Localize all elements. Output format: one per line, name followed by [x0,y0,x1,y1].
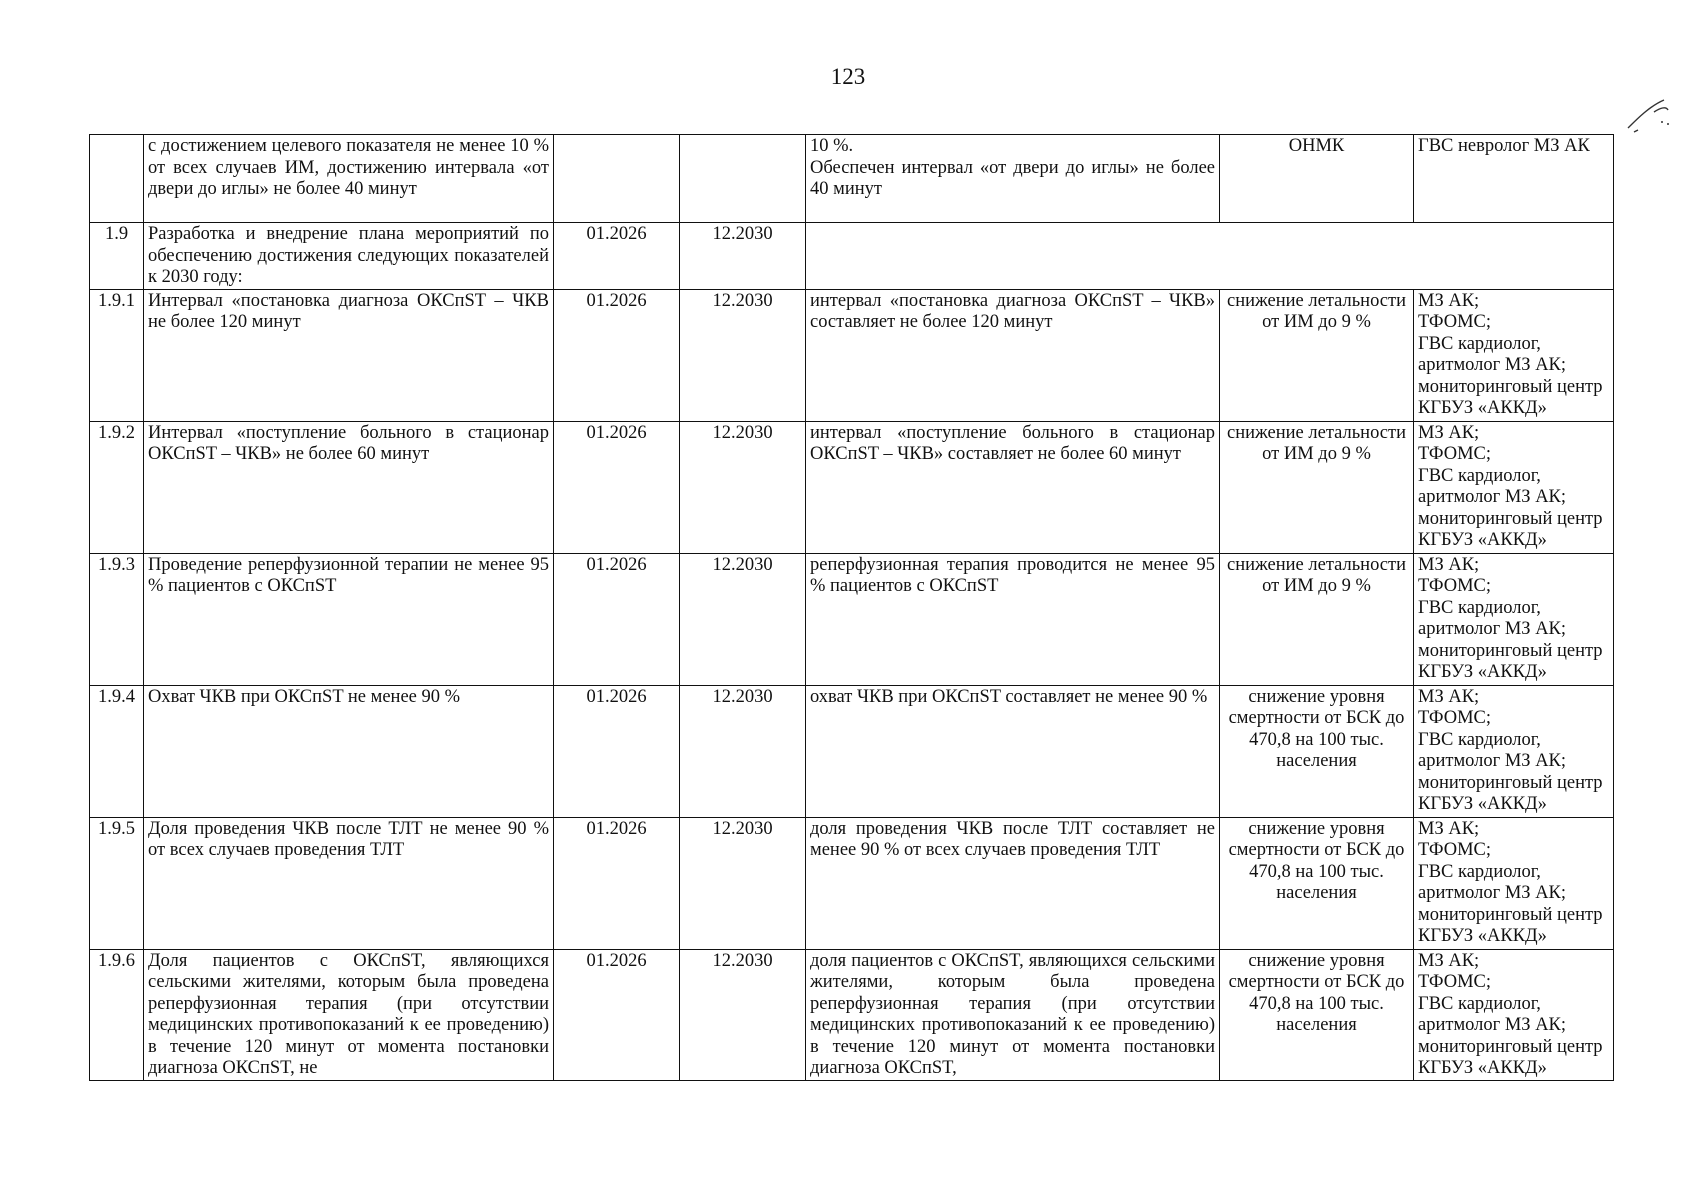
table-row [90,289,1614,421]
activity-cell: Интервал «поступление больного в стационар ОКСпST – ЧКВ» не более 60 минут [144,421,554,553]
indicator-cell: снижение уровня смертности от БСК до 470,8 на 100 тыс. населения [1220,817,1414,949]
responsible-cell: ГВС невролог МЗ АК [1414,135,1614,223]
end-date-cell: 12.2030 [680,289,806,421]
end-date-cell: 12.2030 [680,817,806,949]
result-cell: 10 %. Обеспечен интервал «от двери до иглы» не более 40 минут [806,135,1220,223]
start-date-cell: 01.2026 [554,421,680,553]
responsible-cell: МЗ АК; ТФОМС; ГВС кардиолог, аритмолог МЗ АК; мониторинговый центр КГБУЗ «АККД» [1414,685,1614,817]
table-row [90,685,1614,817]
plan-table-wrapper [89,134,1614,1081]
start-date-cell: 01.2026 [554,553,680,685]
start-date-cell [554,135,680,223]
start-date-cell: 01.2026 [554,685,680,817]
row-number: 1.9.4 [90,685,144,817]
row-number: 1.9.5 [90,817,144,949]
row-number: 1.9.1 [90,289,144,421]
start-date-cell: 01.2026 [554,289,680,421]
result-cell: доля пациентов с ОКСпST, являющихся сельскими жителями, которым была проведена реперфузионная терапия (при отсутствии медицинских противопоказаний к ее проведению) в течение 120 минут от момента постановки диагноза ОКСпST, [806,949,1220,1080]
plan-table [89,134,1614,1081]
activity-cell: Охват ЧКВ при ОКСпST не менее 90 % [144,685,554,817]
row-number: 1.9 [90,223,144,290]
activity-cell: Разработка и внедрение плана мероприятий по обеспечению достижения следующих показателей к 2030 году: [144,223,554,290]
start-date-cell: 01.2026 [554,223,680,290]
table-row [90,421,1614,553]
result-cell: охват ЧКВ при ОКСпST составляет не менее 90 % [806,685,1220,817]
end-date-cell: 12.2030 [680,949,806,1080]
merged-empty-cell [806,223,1614,290]
result-cell: интервал «постановка диагноза ОКСпST – ЧКВ» составляет не более 120 минут [806,289,1220,421]
table-row [90,135,1614,223]
table-row [90,553,1614,685]
indicator-cell: снижение летальности от ИМ до 9 % [1220,553,1414,685]
page-number: 123 [830,64,866,89]
end-date-cell [680,135,806,223]
table-row [90,223,1614,290]
start-date-cell: 01.2026 [554,817,680,949]
row-number: 1.9.3 [90,553,144,685]
indicator-cell: снижение уровня смертности от БСК до 470,8 на 100 тыс. населения [1220,685,1414,817]
activity-cell: Доля проведения ЧКВ после ТЛТ не менее 90 % от всех случаев проведения ТЛТ [144,817,554,949]
table-row [90,949,1614,1080]
result-cell: реперфузионная терапия проводится не менее 95 % пациентов с ОКСпST [806,553,1220,685]
activity-cell: с достижением целевого показателя не менее 10 % от всех случаев ИМ, достижению интервала «от двери до иглы» не более 40 минут [144,135,554,223]
activity-cell: Доля пациентов с ОКСпST, являющихся сельскими жителями, которым была проведена реперфузионная терапия (при отсутствии медицинских противопоказаний к ее проведению) в течение 120 минут от момента постановки диагноза ОКСпST, не [144,949,554,1080]
end-date-cell: 12.2030 [680,553,806,685]
responsible-cell: МЗ АК; ТФОМС; ГВС кардиолог, аритмолог МЗ АК; мониторинговый центр КГБУЗ «АККД» [1414,289,1614,421]
result-cell: доля проведения ЧКВ после ТЛТ составляет не менее 90 % от всех случаев проведения ТЛТ [806,817,1220,949]
end-date-cell: 12.2030 [680,223,806,290]
indicator-cell: ОНМК [1220,135,1414,223]
result-cell: интервал «поступление больного в стационар ОКСпST – ЧКВ» составляет не более 60 минут [806,421,1220,553]
row-number: 1.9.2 [90,421,144,553]
row-number [90,135,144,223]
end-date-cell: 12.2030 [680,685,806,817]
activity-cell: Проведение реперфузионной терапии не менее 95 % пациентов с ОКСпST [144,553,554,685]
indicator-cell: снижение летальности от ИМ до 9 % [1220,289,1414,421]
responsible-cell: МЗ АК; ТФОМС; ГВС кардиолог, аритмолог МЗ АК; мониторинговый центр КГБУЗ «АККД» [1414,421,1614,553]
responsible-cell: МЗ АК; ТФОМС; ГВС кардиолог, аритмолог МЗ АК; мониторинговый центр КГБУЗ «АККД» [1414,949,1614,1080]
row-number: 1.9.6 [90,949,144,1080]
responsible-cell: МЗ АК; ТФОМС; ГВС кардиолог, аритмолог МЗ АК; мониторинговый центр КГБУЗ «АККД» [1414,817,1614,949]
indicator-cell: снижение летальности от ИМ до 9 % [1220,421,1414,553]
indicator-cell: снижение уровня смертности от БСК до 470,8 на 100 тыс. населения [1220,949,1414,1080]
responsible-cell: МЗ АК; ТФОМС; ГВС кардиолог, аритмолог МЗ АК; мониторинговый центр КГБУЗ «АККД» [1414,553,1614,685]
table-row [90,817,1614,949]
activity-cell: Интервал «постановка диагноза ОКСпST – ЧКВ не более 120 минут [144,289,554,421]
end-date-cell: 12.2030 [680,421,806,553]
start-date-cell: 01.2026 [554,949,680,1080]
handwritten-mark-icon [1624,94,1672,134]
